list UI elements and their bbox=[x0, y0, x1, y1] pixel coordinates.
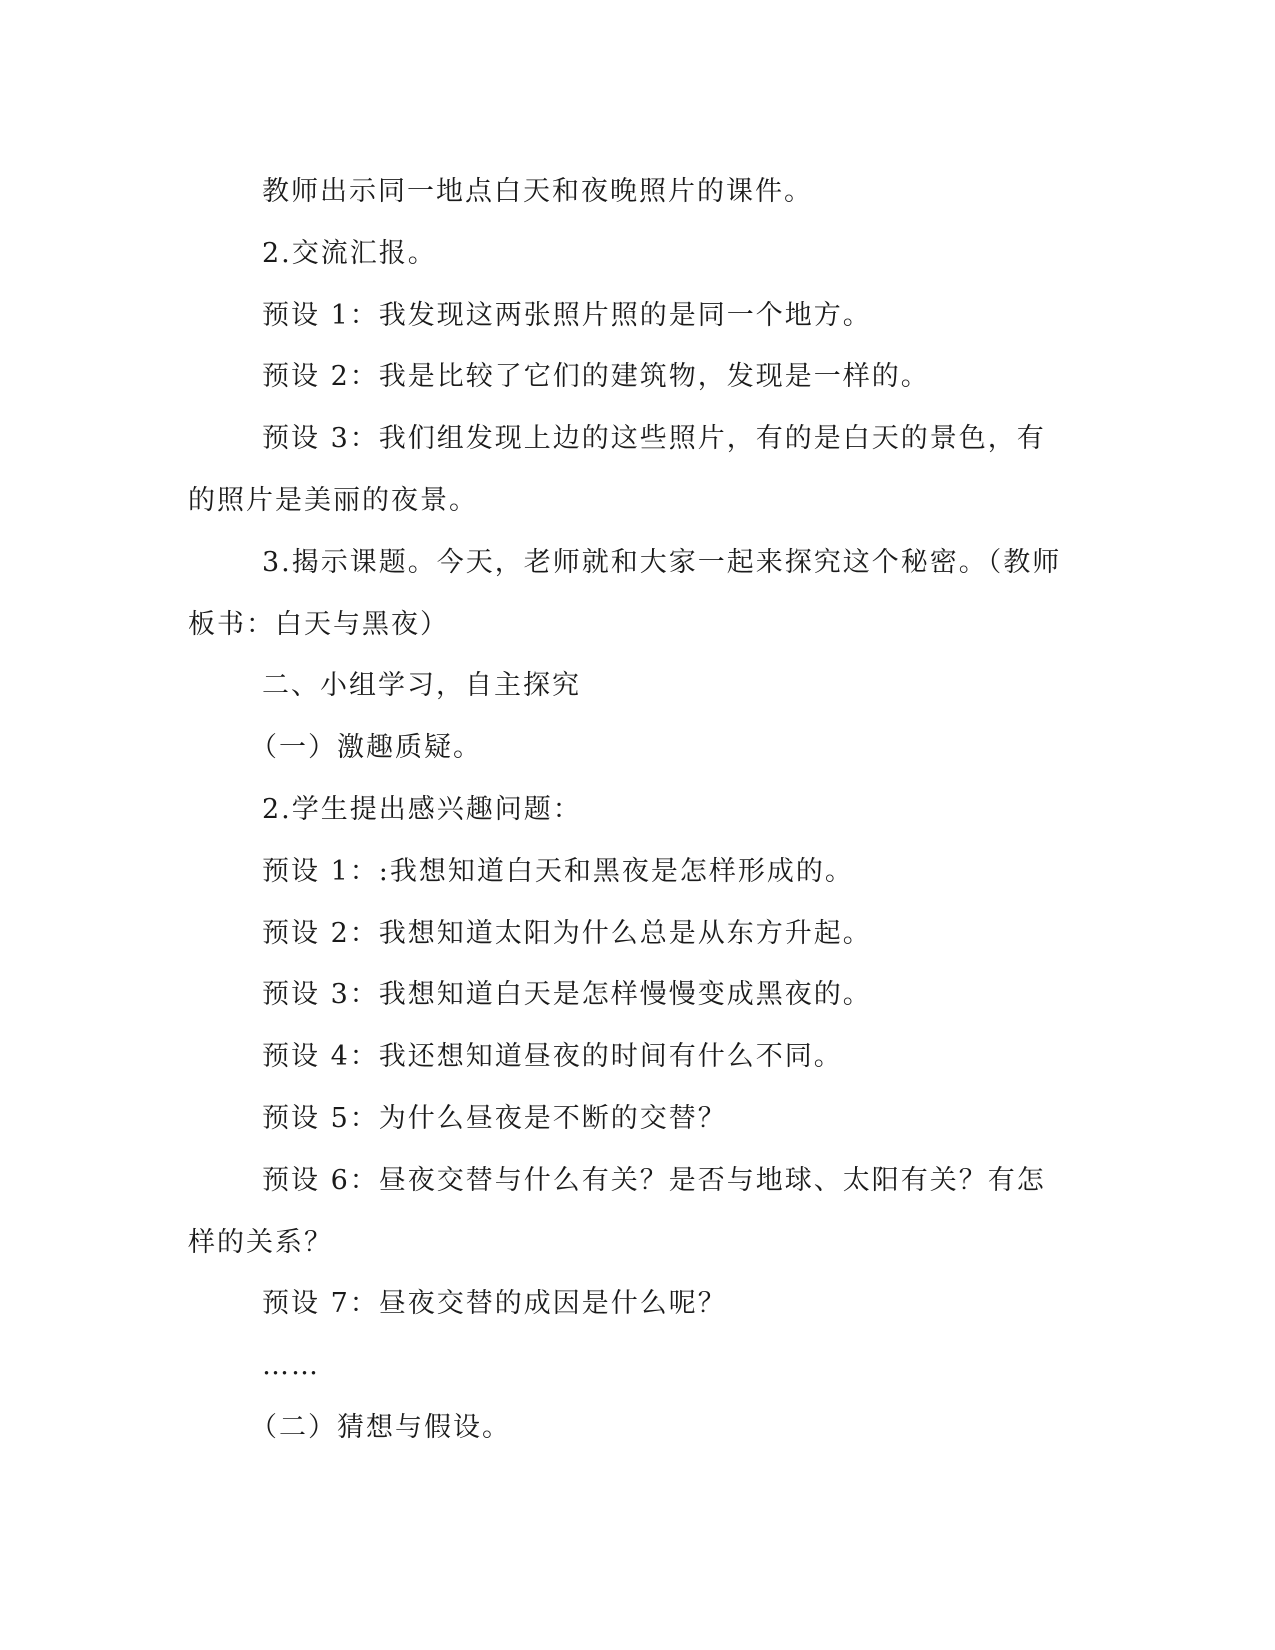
subsection-heading: （一）激趣质疑。 bbox=[250, 732, 482, 764]
ellipsis: …… bbox=[262, 1350, 320, 1382]
paragraph: 预设 5：为什么昼夜是不断的交替？ bbox=[262, 1102, 727, 1134]
paragraph: 预设 3：我想知道白天是怎样慢慢变成黑夜的。 bbox=[262, 979, 872, 1011]
paragraph: 预设 1：:我想知道白天和黑夜是怎样形成的。 bbox=[262, 855, 854, 887]
paragraph: 预设 1：我发现这两张照片照的是同一个地方。 bbox=[262, 299, 872, 331]
section-heading: 二、小组学习，自主探究 bbox=[262, 670, 581, 702]
paragraph: 预设 3：我们组发现上边的这些照片，有的是白天的景色，有的照片是美丽的夜景。 bbox=[188, 423, 1046, 516]
paragraph: 预设 2：我是比较了它们的建筑物，发现是一样的。 bbox=[262, 361, 930, 393]
paragraph: 教师出示同一地点白天和夜晚照片的课件。 bbox=[262, 176, 813, 207]
paragraph: 预设 2：我想知道太阳为什么总是从东方升起。 bbox=[262, 917, 872, 949]
paragraph: 2.学生提出感兴趣问题： bbox=[262, 793, 582, 825]
paragraph: 预设 6：昼夜交替与什么有关？是否与地球、太阳有关？有怎样的关系？ bbox=[188, 1164, 1046, 1258]
subsection-heading: （二）猜想与假设。 bbox=[250, 1411, 511, 1443]
document-body bbox=[188, 161, 1068, 1459]
paragraph: 2.交流汇报。 bbox=[262, 237, 437, 269]
paragraph: 预设 7：昼夜交替的成因是什么呢？ bbox=[262, 1288, 727, 1320]
paragraph: 预设 4：我还想知道昼夜的时间有什么不同。 bbox=[262, 1041, 843, 1073]
paragraph: 3.揭示课题。今天，老师就和大家一起来探究这个秘密。（教师板书：白天与黑夜） bbox=[188, 546, 1062, 640]
